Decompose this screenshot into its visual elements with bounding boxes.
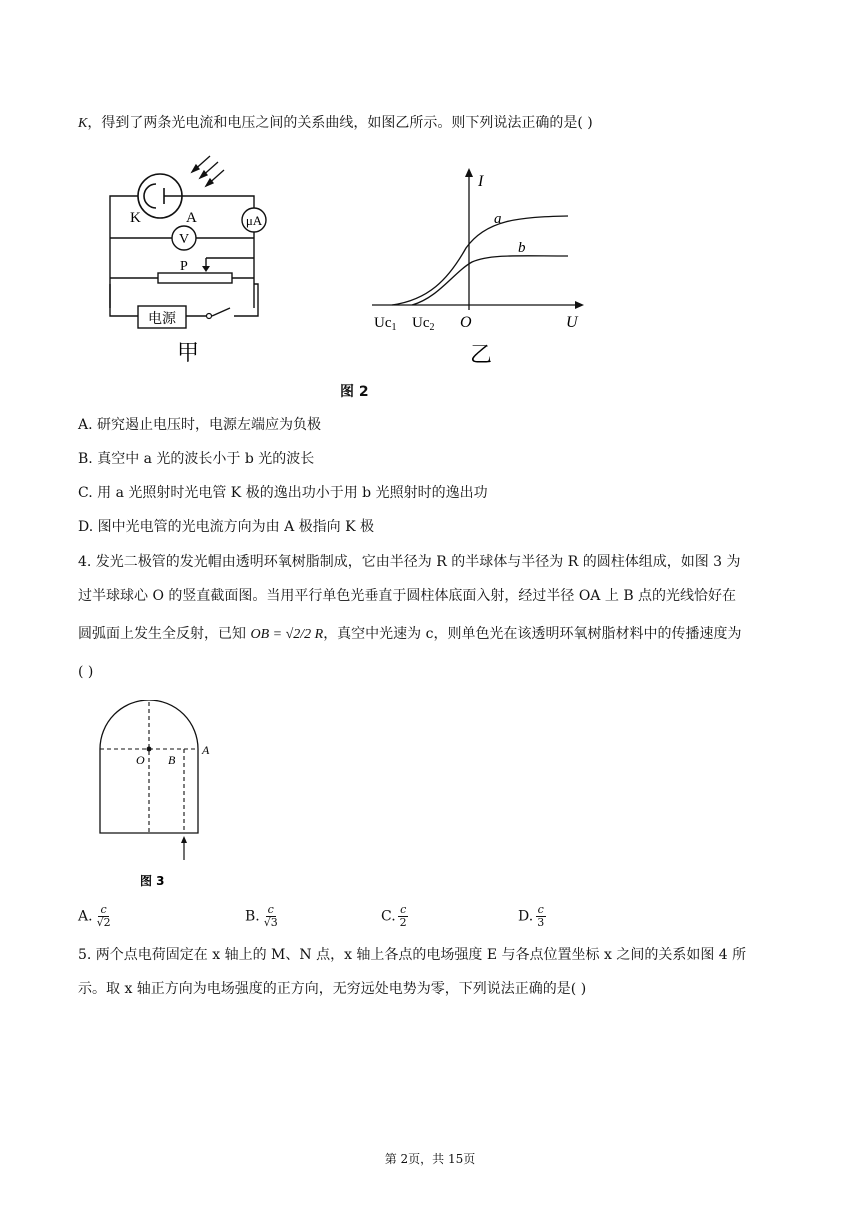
q4-option-d: D. $\frac{c}{3}$ (518, 903, 545, 929)
label-source: 电源 (148, 311, 176, 327)
q4-line4: ( ) (78, 664, 94, 680)
q3-intro (78, 113, 593, 134)
q3-intro-text: ，得到了两条光电流和电压之间的关系曲线，如图乙所示。则下列说法正确的是( ) (87, 115, 593, 131)
q4-line1: 4. 发光二极管的发光帽由透明环氧树脂制成，它由半径为 R 的半球体与半径为 R 的圆柱体组成，如图 3 为 (78, 554, 741, 570)
q4-option-b: B. $\frac{c}{√3}$ (245, 903, 278, 929)
q3-option-b: B. 真空中 a 光的波长小于 b 光的波长 (78, 451, 315, 467)
label-ua: μA (245, 213, 263, 228)
caption-jia: 甲 (176, 341, 200, 366)
label-v: V (178, 232, 190, 247)
figure3-diagram (94, 700, 224, 890)
q4-formula: OB = √2/2 R (250, 627, 324, 642)
label-curve-a: a (494, 211, 502, 227)
label-a: A (186, 210, 197, 226)
q4-line3-b: ，真空中光速为 c，则单色光在该透明环氧树脂材料中的传播速度为 (323, 626, 742, 642)
origin-o: O (460, 314, 472, 331)
q3-option-c: C. 用 a 光照射时光电管 K 极的逸出功小于用 b 光照射时的逸出功 (78, 485, 488, 501)
q4-line2: 过半球球心 O 的竖直截面图。当用平行单色光垂直于圆柱体底面入射，经过半径 OA 上 B 点的光线恰好在 (78, 588, 737, 604)
q3-intro-k: K (78, 116, 88, 131)
q5-line2: 示。取 x 轴正方向为电场强度的正方向，无穷远处电势为零，下列说法正确的是( ) (78, 981, 587, 997)
q3-option-a: A. 研究遏止电压时，电源左端应为负极 (78, 417, 322, 433)
axis-i: I (478, 173, 484, 190)
figure2-caption: 图 2 (340, 384, 369, 400)
figure3-caption: 图 3 (140, 874, 165, 888)
curve-b (412, 256, 568, 305)
q4-line3-a: 圆弧面上发生全反射，已知 (78, 626, 251, 642)
axis-u: U (566, 314, 578, 331)
label-b: B (168, 753, 176, 767)
label-uc2: $Uc_2$ (412, 315, 435, 333)
iu-graph (368, 160, 594, 366)
label-curve-b: b (518, 240, 526, 256)
q4-line3 (78, 624, 741, 645)
label-k: K (130, 210, 141, 226)
label-uc1: $Uc_1$ (374, 315, 397, 333)
q3-option-d: D. 图中光电管的光电流方向为由 A 极指向 K 极 (78, 519, 374, 535)
curve-a (392, 216, 568, 305)
caption-yi: 乙 (469, 343, 493, 366)
circuit-diagram (100, 148, 280, 368)
label-p: P (180, 259, 188, 274)
label-o: O (136, 753, 145, 767)
light-arrows (192, 156, 224, 186)
rheostat (158, 273, 232, 283)
q5-line1: 5. 两个点电荷固定在 x 轴上的 M、N 点，x 轴上各点的电场强度 E 与各点位置坐标 x 之间的关系如图 4 所 (78, 947, 747, 963)
q4-option-a: A. $\frac{c}{√2}$ (78, 903, 111, 929)
page-footer: 第 2页，共 15页 (384, 1152, 476, 1166)
q4-option-c: C. $\frac{c}{2}$ (381, 903, 407, 929)
label-a-point: A (202, 743, 210, 757)
